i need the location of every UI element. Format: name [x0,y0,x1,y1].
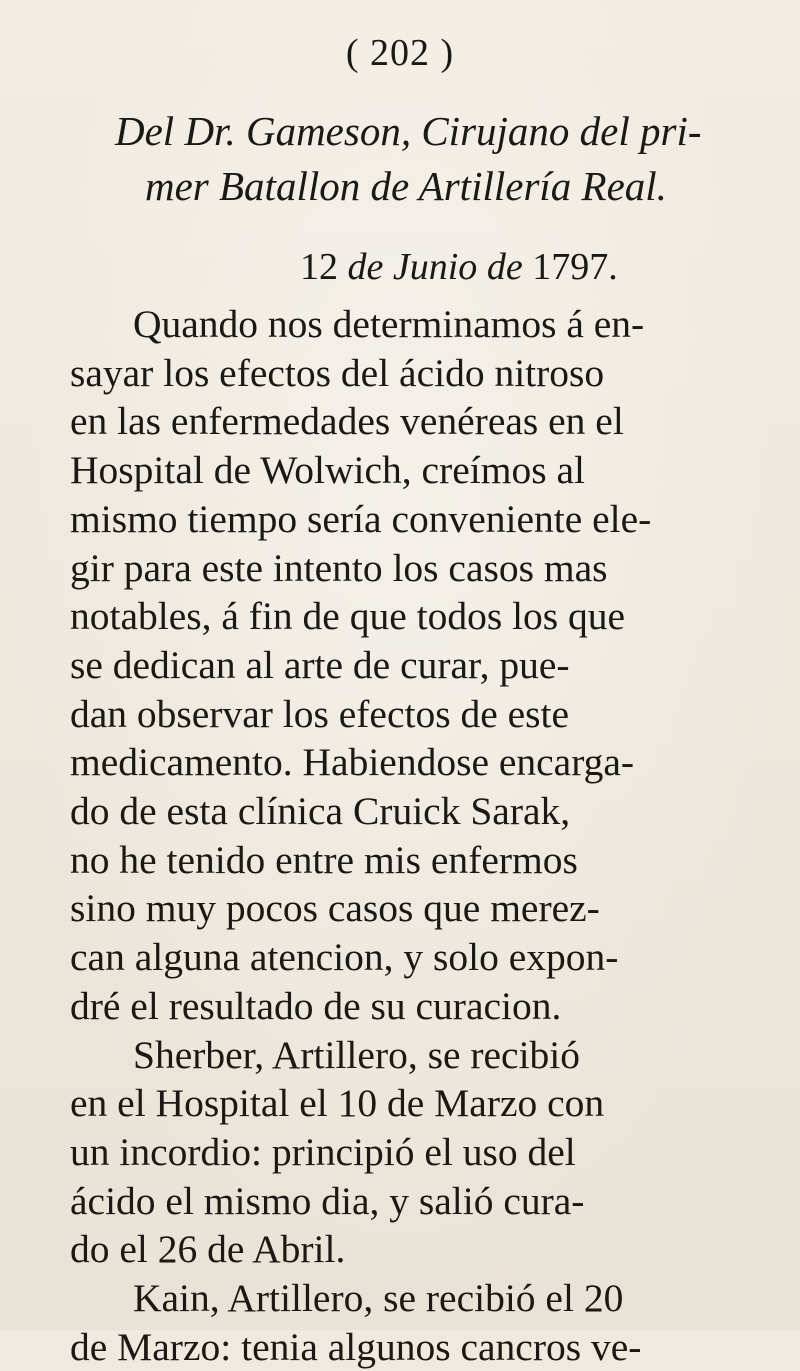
body-text [70,300,780,1371]
date-de-1: de [347,246,384,288]
text-line: sayar los efectos del ácido nitroso [70,350,605,395]
text-line: medicamento. Habiendose encarga- [70,740,635,785]
text-line: mismo tiempo sería conveniente ele- [70,496,652,541]
text-line: no he tenido entre mis enfermos [70,837,578,882]
text-line: un incordio: principió el uso del [70,1129,576,1174]
date-month: Junio [392,246,478,288]
section-heading [115,104,775,214]
text-line: Hospital de Wolwich, creímos al [70,448,585,493]
text-line: en el Hospital el 10 de Marzo con [70,1081,605,1126]
text-line: se dedican al arte de curar, pue- [70,642,570,687]
text-line: gir para este intento los casos mas [70,545,608,590]
text-line: de Marzo: tenia algunos cancros ve- [70,1324,642,1369]
dateline [300,244,618,290]
text-line: en las enfermedades venéreas en el [70,399,624,444]
text-line: dré el resultado de su curacion. [70,983,562,1028]
text-line: do el 26 de Abril. [70,1227,346,1272]
text-line: dan observar los efectos de este [70,691,570,736]
text-line: Quando nos determinamos á en- [133,302,645,346]
date-day: 12 [300,246,338,288]
text-line: ácido el mismo dia, y salió curа- [70,1178,585,1223]
text-line: Kain, Artillero, se recibió el 20 [133,1276,624,1321]
page-number: ( 202 ) [345,32,455,74]
date-de-2: de [486,246,523,288]
heading-line-2: mer Batallon de Artillería Real. [145,163,667,209]
heading-line-1: Del Dr. Gameson, Cirujano del pri- [115,108,702,154]
text-line: can alguna atencion, y solo expon- [70,935,619,980]
text-line: sino muy pocos casos que merez- [70,886,600,931]
text-line: notables, á fin de que todos los que [70,594,626,639]
text-line: Sherber, Artillero, se recibió [133,1032,581,1077]
date-year: 1797. [532,246,618,288]
text-line: do de esta clínica Cruick Sarak, [70,789,571,834]
